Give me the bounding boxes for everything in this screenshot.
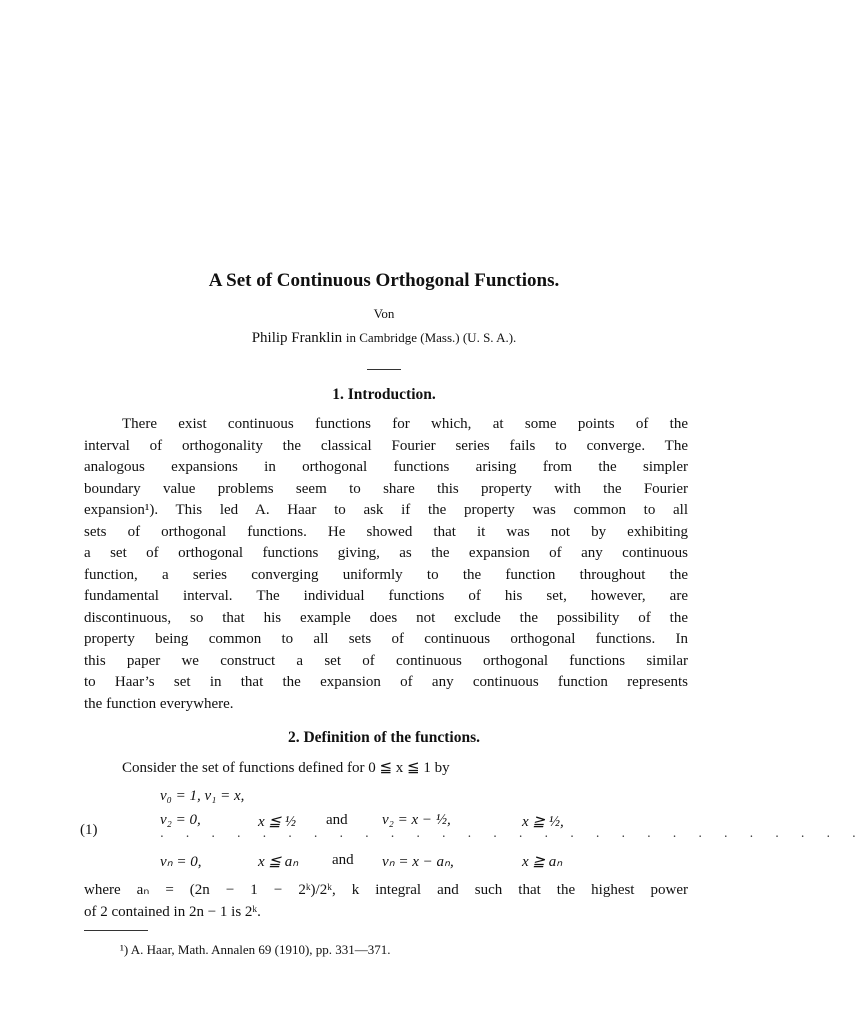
section-heading-introduction: 1. Introduction.: [332, 386, 436, 403]
equation-row-4-cond2: x ≧ aₙ: [522, 854, 563, 870]
footnote-divider: [84, 930, 148, 931]
text-line: interval of orthogonality the classical Fourier series fails to converge. The: [84, 437, 688, 454]
text-line: expansion¹). This led A. Haar to ask if the property was common to all: [84, 502, 688, 518]
equation-row-4-and: and: [332, 852, 354, 868]
ellipsis-row: . . . . . . . . . . . . . . . . . . . . . . . . . . . .: [160, 826, 865, 840]
von-label: Von: [373, 306, 395, 321]
section-heading-definition: 2. Definition of the functions.: [287, 729, 481, 746]
equation-row-2-cond: x ≦ ½: [258, 814, 296, 830]
paper-title: A Set of Continuous Orthogonal Functions.: [208, 270, 560, 291]
text-line: this paper we construct a set of continuous orthogonal functions similar: [84, 652, 688, 669]
author-name: Philip Franklin: [251, 330, 343, 346]
consider-sentence: Consider the set of functions defined for 0 ≦ x ≦ 1 by: [122, 760, 450, 776]
author-affiliation: in Cambridge (Mass.) (U. S. A.).: [345, 330, 517, 345]
equation-row-2-lhs: v₂ = 0,: [160, 812, 201, 828]
text-line: There exist continuous functions for which, at some points of the: [122, 416, 688, 432]
equation-row-2-rhs: v₂ = x − ½,: [382, 812, 451, 828]
text-line: of 2 contained in 2n − 1 is 2ᵏ.: [84, 903, 261, 920]
text-line: the function everywhere.: [84, 695, 234, 712]
equation-row-4-cond: x ≦ aₙ: [258, 854, 299, 870]
equation-number: (1): [80, 822, 98, 838]
text-line: where aₙ = (2n − 1 − 2ᵏ)/2ᵏ, k integral and such that the highest power: [84, 882, 688, 898]
equation-row-4-lhs: vₙ = 0,: [160, 854, 202, 870]
equation-row-2-and: and: [326, 812, 348, 828]
text-line: discontinuous, so that his example does not exclude the possibility of the: [84, 609, 688, 626]
equation-row-1: v₀ = 1, v₁ = x,: [160, 788, 245, 804]
text-line: fundamental interval. The individual functions of his set, however, are: [84, 588, 688, 604]
title-divider: [367, 369, 401, 370]
author-line: [0, 330, 768, 347]
text-line: a set of orthogonal functions giving, as the expansion of any continuous: [84, 545, 688, 561]
introduction-paragraph: [84, 414, 688, 715]
text-line: sets of orthogonal functions. He showed that it was not by exhibiting: [84, 523, 688, 540]
equation-row-4-rhs: vₙ = x − aₙ,: [382, 854, 454, 870]
text-line: function, a series converging uniformly to the function throughout the: [84, 566, 688, 583]
text-line: boundary value problems seem to share this property with the Fourier: [84, 480, 688, 497]
footnote: ¹) A. Haar, Math. Annalen 69 (1910), pp. 331—371.: [120, 942, 391, 957]
text-line: property being common to all sets of continuous orthogonal functions. In: [84, 631, 688, 647]
text-line: analogous expansions in orthogonal functions arising from the simpler: [84, 459, 688, 475]
where-paragraph: [84, 880, 688, 923]
text-line: to Haar’s set in that the expansion of any continuous function represents: [84, 674, 688, 690]
equation-row-2-cond2: x ≧ ½,: [522, 814, 564, 830]
